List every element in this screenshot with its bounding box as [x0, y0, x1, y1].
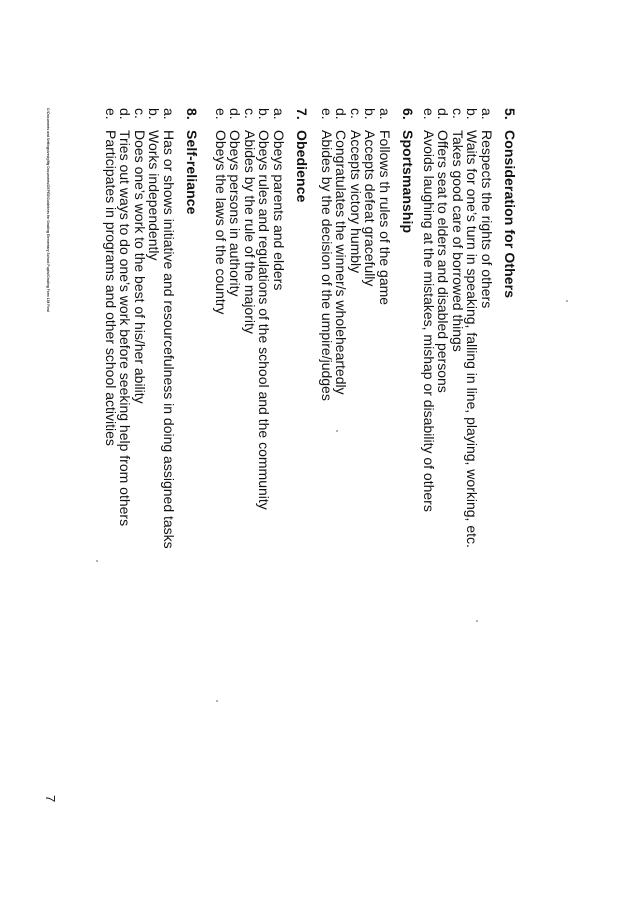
scan-speck — [336, 430, 338, 432]
item-letter: d. — [333, 108, 350, 120]
item-list — [319, 108, 392, 401]
item-text: Congratulates the winner/s wholeheartedly — [333, 130, 350, 395]
section-title-text: Consideration for Others — [502, 130, 518, 299]
list-item — [213, 108, 228, 510]
item-letter: b. — [362, 108, 379, 120]
item-text: Accepts defeat gracefully — [362, 130, 379, 287]
item-letter: e. — [318, 108, 335, 120]
section-self-reliance — [103, 108, 200, 549]
section-title-text: Self-reliance — [184, 130, 200, 215]
list-item — [319, 108, 334, 401]
list-item — [334, 108, 349, 401]
item-letter: a. — [271, 108, 287, 120]
item-letter: d. — [227, 108, 244, 120]
list-item — [363, 108, 378, 401]
item-letter: d. — [117, 108, 134, 120]
item-letter: c. — [131, 108, 148, 119]
item-text: Accepts victory humbly — [347, 130, 364, 274]
item-letter: b. — [256, 108, 273, 120]
list-item — [450, 108, 465, 548]
footer-file-path: C:\Documents and Settings\vesly\My Documents\DEPED\Guidelines for Grading Elementary School Pupils\Grading Form 138 Final — [46, 108, 50, 312]
item-text: Has or shows initiative and resourcefulness in doing assigned tasks — [161, 130, 177, 549]
item-letter: a. — [479, 108, 495, 120]
section-title — [502, 108, 518, 548]
item-text: Waits for one’s turn in speaking, falling in line, playing, working, etc. — [464, 130, 481, 548]
item-list — [213, 108, 286, 510]
section-title-text: Obedience — [294, 130, 310, 203]
scan-speck — [566, 300, 568, 302]
section-obedience — [213, 108, 310, 510]
scan-speck — [476, 620, 478, 622]
section-number: 8. — [184, 108, 200, 120]
item-letter: c. — [241, 108, 258, 119]
list-item — [348, 108, 363, 401]
list-item — [103, 108, 118, 549]
item-letter: b. — [464, 108, 481, 120]
item-text: Tries out ways to do one’s work before seeking help from others — [117, 130, 134, 527]
item-text: Obeys the laws of the country — [212, 130, 229, 315]
item-list — [103, 108, 176, 549]
item-text: Takes good care of borrowed things — [449, 130, 466, 352]
item-letter: c. — [449, 108, 466, 119]
item-letter: d. — [435, 108, 452, 120]
item-letter: e. — [102, 108, 119, 120]
item-text: Respects the rights of others — [479, 130, 495, 309]
list-item — [161, 108, 176, 549]
list-item — [118, 108, 133, 549]
item-text: Offers seat to elders and disabled persons — [435, 130, 452, 393]
list-item — [242, 108, 257, 510]
item-text: Does one’s work to the best of his/her ability — [131, 130, 148, 404]
item-text: Obeys persons in authority — [227, 130, 244, 297]
item-letter: e. — [212, 108, 229, 120]
item-text: Follows th rules of the game — [377, 130, 393, 306]
item-text: Works independently — [146, 130, 163, 261]
list-item — [147, 108, 162, 549]
section-sportsmanship — [319, 108, 416, 401]
section-title-text: Sportsmanship — [400, 130, 416, 234]
list-item — [421, 108, 436, 548]
section-title — [294, 108, 310, 510]
list-item — [132, 108, 147, 549]
section-title — [400, 108, 416, 401]
list-item — [436, 108, 451, 548]
item-text: Abides by the decision of the umpire/judges — [318, 130, 335, 401]
list-item — [465, 108, 480, 548]
section-number: 7. — [294, 108, 310, 120]
item-letter: a. — [161, 108, 177, 120]
list-item — [377, 108, 392, 401]
page-number: 7 — [43, 795, 58, 803]
item-text: Obeys rules and regulations of the school and the community — [256, 130, 273, 510]
scan-speck — [216, 700, 218, 702]
list-item — [271, 108, 286, 510]
list-item — [257, 108, 272, 510]
item-letter: e. — [420, 108, 437, 120]
scan-speck — [96, 560, 98, 562]
item-letter: a. — [377, 108, 393, 120]
section-title — [184, 108, 200, 549]
list-item — [228, 108, 243, 510]
item-list — [421, 108, 494, 548]
item-text: Abides by the rule of the majority — [241, 130, 258, 334]
item-letter: c. — [347, 108, 364, 119]
list-item — [479, 108, 494, 548]
item-text: Obeys parents and elders — [271, 130, 287, 291]
section-number: 6. — [400, 108, 416, 120]
item-text: Avoids laughing at the mistakes, mishap or disability of others — [420, 130, 437, 512]
section-consideration-for-others — [421, 108, 518, 548]
item-text: Participates in programs and other school activities — [102, 130, 119, 446]
item-letter: b. — [146, 108, 163, 120]
section-number: 5. — [502, 108, 518, 120]
